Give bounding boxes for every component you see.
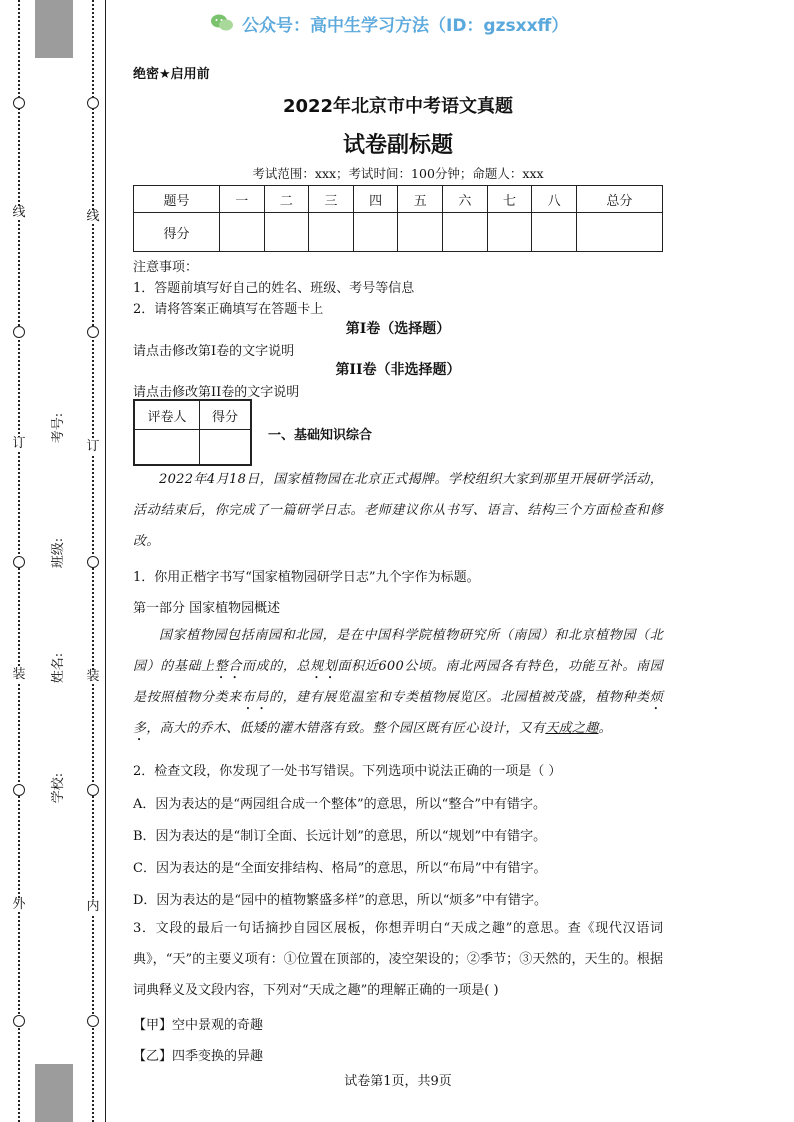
- question-3-stem: 3．文段的最后一句话摘抄自园区展板，你想弄明白“天成之趣”的意思。查《现代汉语词典》，“天”的主要义项有：①位置在顶部的，凌空架设的；②季节；③天然的，天生的。根据词典释义及文段内容，下列对“天成之趣”的理解正确的一项是( ): [133, 921, 663, 998]
- score-cell[interactable]: [576, 213, 662, 252]
- volume1-title: 第I卷（选择题）: [345, 321, 451, 337]
- inner-mark-ding: 订: [86, 439, 100, 454]
- school-field[interactable]: 学校:: [51, 772, 67, 804]
- passage: 国家植物园包括南园和北园，是在中国科学院植物研究所（南园）和北京植物园（北园）的基础上整合而成的，总规划面积近600公顷。南北两园各有特色，功能互补。南园是按照植物分类来布局的，建有展览温室和专类植物展览区。北园植被茂盛，植物种类烦多，高大的乔木、低矮的灌木错落有致。整个园区既有匠心设计，又有天成之趣。: [133, 628, 663, 736]
- grader-score-cell[interactable]: [200, 430, 252, 466]
- inner-mark-zhuang: 装: [86, 669, 100, 684]
- grader-col-label: 评卷人: [134, 400, 200, 430]
- notes: [133, 257, 414, 320]
- page-title: 2022年北京市中考语文真题: [282, 96, 514, 117]
- volume2-desc[interactable]: 请点击修改第II卷的文字说明: [133, 385, 300, 400]
- option-c[interactable]: C．因为表达的是“全面安排结构、格局”的意思，所以“布局”中有错字。: [133, 861, 547, 876]
- outer-mark-wai: 外: [12, 897, 26, 912]
- exam-number-field[interactable]: 考号:: [51, 412, 67, 444]
- outer-mark-xian: 线: [12, 205, 26, 220]
- score-cell[interactable]: [532, 213, 577, 252]
- option-yi[interactable]: 【乙】四季变换的异趣: [133, 1049, 264, 1064]
- score-header-2: 二: [264, 186, 309, 213]
- inner-circle-3: [87, 556, 99, 568]
- score-header-8: 八: [532, 186, 577, 213]
- watermark: [210, 10, 630, 36]
- option-a[interactable]: A．因为表达的是“两园组合成一个整体”的意思，所以“整合”中有错字。: [133, 797, 546, 812]
- grader-score-label: 得分: [200, 400, 252, 430]
- outer-mark-ding: 订: [12, 436, 26, 451]
- inner-circle-2: [87, 326, 99, 338]
- score-header-4: 四: [353, 186, 398, 213]
- section-1-heading: 第一部分 国家植物园概述: [133, 601, 281, 616]
- name-field[interactable]: 姓名:: [51, 652, 67, 684]
- page-footer: 试卷第1页，共9页: [344, 1074, 452, 1089]
- score-cell[interactable]: [443, 213, 488, 252]
- secret-label: 绝密★启用前: [133, 67, 210, 82]
- score-header-6: 六: [443, 186, 488, 213]
- outer-circle-5: [13, 1015, 25, 1027]
- score-cell[interactable]: [353, 213, 398, 252]
- outer-circle-3: [13, 556, 25, 568]
- volume1-desc[interactable]: 请点击修改第I卷的文字说明: [133, 344, 295, 359]
- score-header-label: 题号: [134, 186, 220, 213]
- gutter-shade-bottom: [35, 1064, 73, 1122]
- part1-title: 一、基础知识综合: [268, 428, 373, 443]
- score-header-1: 一: [220, 186, 265, 213]
- wechat-icon: [210, 13, 234, 33]
- outer-circle-2: [13, 326, 25, 338]
- binding-gutter: [0, 0, 108, 1122]
- word-fanduo: 烦多: [133, 690, 663, 736]
- option-d[interactable]: D．因为表达的是“园中的植物繁盛多样”的意思，所以“烦多”中有错字。: [133, 893, 548, 908]
- gutter-border: [105, 0, 106, 1122]
- score-row-label: 得分: [134, 213, 220, 252]
- notes-heading: 注意事项：: [133, 260, 199, 275]
- option-jia[interactable]: 【甲】空中景观的奇趣: [133, 1018, 264, 1033]
- score-header-3: 三: [309, 186, 354, 213]
- score-header-total: 总分: [576, 186, 662, 213]
- grader-cell[interactable]: [134, 430, 200, 466]
- score-header-5: 五: [398, 186, 443, 213]
- score-cell[interactable]: [487, 213, 532, 252]
- question-1: 1．你用正楷字书写“国家植物园研学日志”九个字作为标题。: [133, 570, 480, 585]
- notes-item: 2．请将答案正确填写在答题卡上: [133, 302, 324, 317]
- score-cell[interactable]: [220, 213, 265, 252]
- word-buju: 布局: [241, 690, 269, 705]
- score-cell[interactable]: [309, 213, 354, 252]
- watermark-text: 公众号：高中生学习方法（ID：gzsxxff）: [242, 15, 569, 36]
- inner-circle-5: [87, 1015, 99, 1027]
- page-subtitle: 试卷副标题: [342, 133, 453, 158]
- exam-info: 考试范围：xxx；考试时间：100分钟；命题人：xxx: [252, 166, 544, 181]
- option-b[interactable]: B．因为表达的是“制订全面、长远计划”的意思，所以“规划”中有错字。: [133, 829, 547, 844]
- score-cell[interactable]: [264, 213, 309, 252]
- inner-mark-nei: 内: [86, 899, 100, 914]
- class-field[interactable]: 班级:: [51, 537, 67, 569]
- score-cell[interactable]: [398, 213, 443, 252]
- score-header-7: 七: [487, 186, 532, 213]
- inner-circle-4: [87, 784, 99, 796]
- phrase-tiancheng: 天成之趣: [545, 721, 599, 736]
- inner-circle-1: [87, 97, 99, 109]
- notes-item: 1．答题前填写好自己的姓名、班级、考号等信息: [133, 281, 415, 296]
- word-guihua: 规划: [310, 659, 338, 674]
- word-zhenghe: 整合: [214, 659, 243, 674]
- inner-mark-xian: 线: [86, 209, 100, 224]
- grader-table: [133, 399, 252, 466]
- outer-circle-4: [13, 784, 25, 796]
- score-table: [133, 185, 663, 252]
- outer-mark-zhuang: 装: [12, 667, 26, 682]
- volume2-title: 第II卷（非选择题）: [335, 362, 461, 378]
- question-2-stem: 2．检查文段，你发现了一处书写错误。下列选项中说法正确的一项是（ ）: [133, 764, 562, 779]
- outer-circle-1: [13, 97, 25, 109]
- gutter-shade-top: [35, 0, 73, 58]
- intro-paragraph: 2022年4月18日，国家植物园在北京正式揭牌。学校组织大家到那里开展研学活动，活动结束后，你完成了一篇研学日志。老师建议你从书写、语言、结构三个方面检查和修改。: [133, 472, 663, 549]
